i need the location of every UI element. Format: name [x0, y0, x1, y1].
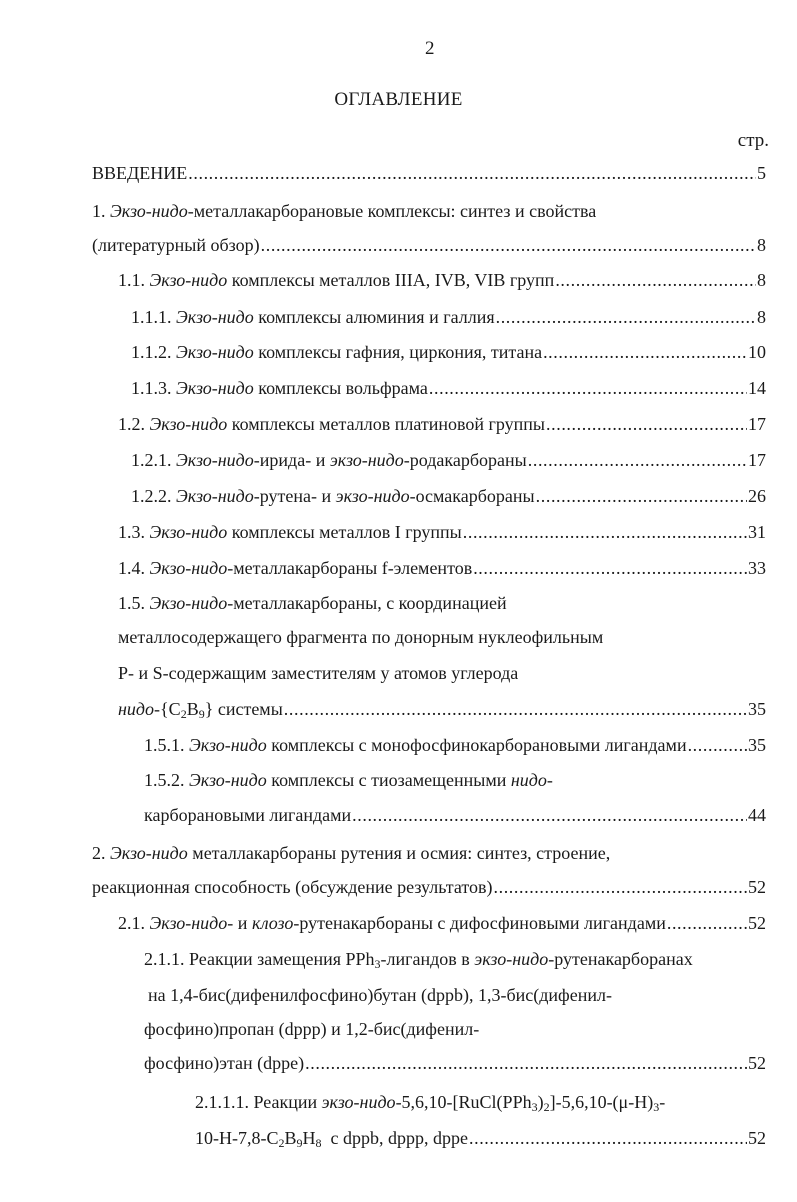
formula-subscript: 2	[278, 1136, 285, 1150]
toc-number: 1.4.	[118, 558, 150, 578]
toc-italic: Экзо-нидо	[110, 843, 188, 863]
toc-italic: Экзо-нидо	[149, 270, 228, 290]
toc-page-number: 52	[748, 1128, 766, 1148]
toc-entry-title: металлакарбораны рутения и осмия: синтез, строение,	[187, 843, 611, 863]
leader-dots	[496, 305, 756, 329]
toc-page-number: 8	[757, 235, 766, 255]
toc-number: 2.	[92, 843, 110, 863]
toc-number: 1.2.1.	[131, 450, 176, 470]
toc-entry-title: комплексы металлов IIIA, IVB, VIB групп	[227, 270, 555, 290]
leader-dots	[352, 803, 747, 827]
leader-dots	[667, 911, 747, 935]
leader-dots	[284, 697, 747, 721]
toc-entry-1-5-line2: металлосодержащего фрагмента по донорным нуклеофильным	[118, 627, 604, 647]
leader-dots	[188, 161, 756, 185]
toc-entry-2-1-1-line2: на 1,4-бис(дифенилфосфино)бутан (dppb), 1,3-бис(дифенил-	[148, 985, 612, 1005]
toc-entry-title: -	[546, 770, 553, 790]
toc-entry-1-2-1[interactable]	[131, 448, 766, 472]
formula-part: 10-H-7,8-C	[195, 1128, 279, 1148]
leader-dots	[543, 340, 747, 364]
formula-part: B	[284, 1128, 297, 1148]
toc-italic: Экзо-нидо	[149, 522, 228, 542]
toc-page-number: 8	[757, 270, 766, 290]
toc-number: 1.	[92, 201, 110, 221]
leader-dots	[536, 484, 747, 508]
leader-dots	[305, 1051, 747, 1075]
leader-dots	[555, 268, 756, 292]
toc-entry-2-1-1-1-line1[interactable]	[195, 1090, 665, 1114]
toc-entry-title: 2.1.1. Реакции замещения PPh	[144, 949, 375, 969]
toc-entry-intro[interactable]	[92, 161, 766, 185]
toc-page-number: 44	[748, 805, 766, 825]
formula-part: H	[302, 1128, 316, 1148]
toc-entry-title: комплексы гафния, циркония, титана	[253, 342, 543, 362]
page-column-header: стр.	[737, 130, 769, 151]
leader-dots	[688, 733, 747, 757]
leader-dots	[469, 1126, 747, 1150]
formula-subscript: 2	[543, 1100, 550, 1114]
leader-dots	[261, 233, 756, 257]
toc-number: 1.2.2.	[131, 486, 176, 506]
toc-page-number: 17	[748, 450, 766, 470]
toc-italic: Экзо-нидо	[176, 342, 254, 362]
toc-entry-title: -лигандов в	[380, 949, 475, 969]
toc-entry-title: -осмакарбораны	[409, 486, 535, 506]
formula-subscript: 9	[198, 707, 205, 721]
toc-entry-1-5-2[interactable]	[144, 803, 766, 827]
toc-italic: нидо	[118, 699, 155, 719]
leader-dots	[494, 875, 748, 899]
toc-entry-title-cont: (литературный обзор)	[92, 235, 260, 255]
toc-italic: Экзо-нидо	[176, 378, 254, 398]
toc-page-number: 52	[748, 913, 766, 933]
toc-page-number: 52	[748, 1053, 766, 1073]
toc-page-number: 52	[748, 877, 766, 897]
toc-italic: Экзо-нидо	[189, 735, 267, 755]
formula-subscript: 2	[180, 707, 187, 721]
toc-page-number: 5	[757, 163, 766, 183]
toc-number: 1.1.3.	[131, 378, 176, 398]
toc-entry-2-1-1-line1[interactable]	[144, 947, 693, 971]
toc-italic: Экзо-нидо	[189, 770, 267, 790]
toc-entry-1-5-line1[interactable]	[118, 591, 507, 615]
toc-italic: Экзо-нидо	[149, 913, 228, 933]
formula-subscript: 3	[374, 957, 381, 971]
toc-entry-title: 2.1.1.1. Реакции	[195, 1092, 322, 1112]
toc-italic: экзо-нидо	[329, 450, 404, 470]
toc-italic: экзо-нидо	[321, 1092, 396, 1112]
toc-entry-title: } системы	[204, 699, 283, 719]
formula-part: -{C	[154, 699, 181, 719]
toc-entry-title: с dppb, dppp, dppe	[321, 1128, 468, 1148]
toc-entry-1-3[interactable]	[118, 520, 766, 544]
toc-page-number: 14	[748, 378, 766, 398]
toc-entry-1-1-1[interactable]	[131, 305, 766, 329]
toc-number: 1.1.2.	[131, 342, 176, 362]
toc-number: 1.1.	[118, 270, 150, 290]
toc-entry-title: -родакарбораны	[403, 450, 527, 470]
toc-page-number: 26	[748, 486, 766, 506]
toc-entry-1-1[interactable]	[118, 268, 766, 292]
leader-dots	[528, 448, 747, 472]
toc-entry-1-5-line3: P- и S-содержащим заместителям у атомов углерода	[118, 663, 519, 683]
toc-entry-2-1-1-1[interactable]	[195, 1126, 766, 1150]
toc-entry-1-line1[interactable]	[92, 199, 596, 223]
formula-part: ]-5,6,10-(μ-H)	[549, 1092, 654, 1112]
toc-italic: экзо-нидо	[474, 949, 549, 969]
toc-italic: Экзо-нидо	[176, 486, 254, 506]
toc-entry-title: комплексы алюминия и галлия	[253, 307, 495, 327]
formula-subscript: 8	[315, 1136, 322, 1150]
leader-dots	[463, 520, 747, 544]
formula-subscript: 3	[653, 1100, 660, 1114]
toc-entry-title-cont: реакционная способность (обсуждение результатов)	[92, 877, 493, 897]
toc-page-number: 35	[748, 699, 766, 719]
toc-entry-title: -рутена- и	[253, 486, 336, 506]
toc-italic: Экзо-нидо	[176, 307, 254, 327]
formula-subscript: 3	[531, 1100, 538, 1114]
toc-number: 2.1.	[118, 913, 150, 933]
formula-part: -5,6,10-[RuCl(PPh	[395, 1092, 532, 1112]
toc-entry-title: комплексы металлов I группы	[227, 522, 462, 542]
toc-italic: Экзо-нидо	[110, 201, 188, 221]
toc-entry-1-2-2[interactable]	[131, 484, 766, 508]
toc-entry-1-5[interactable]	[118, 697, 766, 721]
formula-part: )	[537, 1092, 544, 1112]
toc-italic: клозо	[251, 913, 294, 933]
toc-italic: Экзо-нидо	[176, 450, 254, 470]
leader-dots	[473, 556, 747, 580]
toc-number: 1.5.1.	[144, 735, 189, 755]
toc-entry-title-cont: фосфино)этан (dppe)	[144, 1053, 305, 1073]
toc-entry-title: комплексы вольфрама	[253, 378, 428, 398]
toc-entry-title: -металлакарбораны, с координацией	[227, 593, 507, 613]
toc-number: 1.5.2.	[144, 770, 189, 790]
toc-italic: нидо	[510, 770, 547, 790]
toc-entry-2-1[interactable]	[118, 911, 766, 935]
leader-dots	[546, 412, 747, 436]
formula-subscript: 9	[296, 1136, 303, 1150]
toc-entry-title: -металлакарборановые комплексы: синтез и свойства	[187, 201, 597, 221]
leader-dots	[429, 376, 747, 400]
toc-page-number: 8	[757, 307, 766, 327]
toc-italic: Экзо-нидо	[149, 593, 228, 613]
toc-entry-1-5-2-line1[interactable]	[144, 768, 553, 792]
toc-entry-1-4[interactable]	[118, 556, 766, 580]
toc-entry-1-2[interactable]	[118, 412, 766, 436]
toc-entry-title: комплексы с монофосфинокарборановыми лигандами	[266, 735, 687, 755]
page-title: ОГЛАВЛЕНИЕ	[334, 89, 463, 110]
toc-entry-title-cont: карборановыми лигандами	[144, 805, 352, 825]
formula-part: -	[659, 1092, 666, 1112]
toc-entry-title: комплексы с тиозамещенными	[266, 770, 511, 790]
toc-entry-title: - и	[227, 913, 252, 933]
toc-entry-title: -рутенакарборанах	[548, 949, 693, 969]
toc-page-number: 35	[748, 735, 766, 755]
toc-entry-2-line1[interactable]	[92, 841, 610, 865]
toc-entry-2-1-1[interactable]	[144, 1051, 766, 1075]
toc-entry-2-1-1-line3: фосфино)пропан (dppp) и 1,2-бис(дифенил-	[144, 1019, 480, 1039]
toc-page-number: 17	[748, 414, 766, 434]
toc-number: 1.5.	[118, 593, 150, 613]
toc-entry-title: -рутенакарбораны с дифосфиновыми лигандами	[293, 913, 666, 933]
page-number: 2	[425, 38, 435, 59]
toc-entry-title: -ирида- и	[253, 450, 330, 470]
toc-page-number: 10	[748, 342, 766, 362]
toc-entry-1-1-3[interactable]	[131, 376, 766, 400]
toc-entry-1[interactable]	[92, 233, 766, 257]
toc-entry-1-5-1[interactable]	[144, 733, 766, 757]
toc-entry-1-1-2[interactable]	[131, 340, 766, 364]
toc-entry-title: ВВЕДЕНИЕ	[92, 163, 188, 183]
toc-number: 1.3.	[118, 522, 150, 542]
toc-number: 1.1.1.	[131, 307, 176, 327]
toc-page-number: 31	[748, 522, 766, 542]
toc-page-number: 33	[748, 558, 766, 578]
formula-part: B	[186, 699, 199, 719]
toc-entry-title: комплексы металлов платиновой группы	[227, 414, 546, 434]
toc-number: 1.2.	[118, 414, 150, 434]
toc-entry-title: -металлакарбораны f-элементов	[227, 558, 473, 578]
toc-entry-2[interactable]	[92, 875, 766, 899]
toc-italic: Экзо-нидо	[149, 414, 228, 434]
toc-italic: Экзо-нидо	[149, 558, 228, 578]
toc-italic: экзо-нидо	[335, 486, 410, 506]
